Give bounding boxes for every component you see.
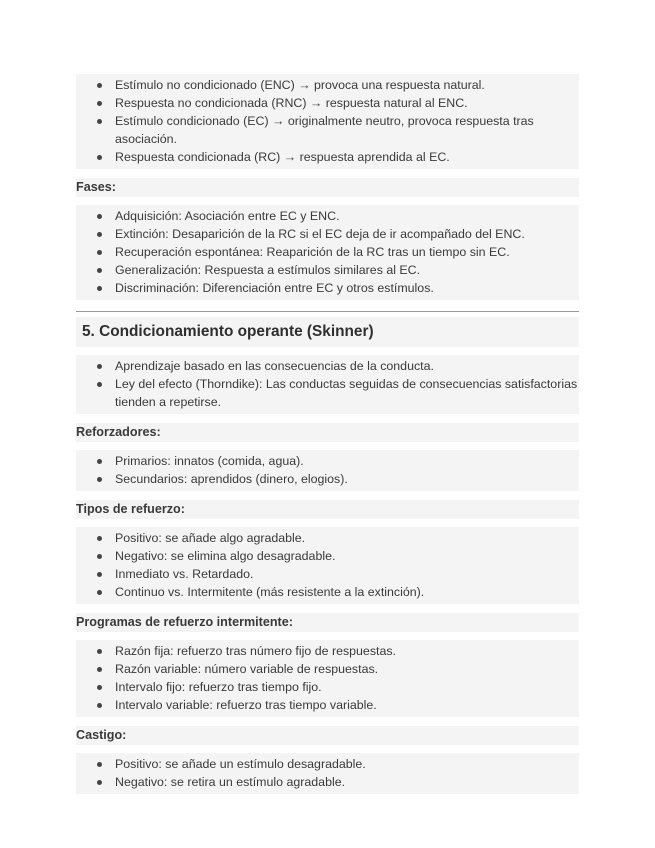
section-5-title: 5. Condicionamiento operante (Skinner) — [76, 317, 579, 347]
castigo-list-block — [76, 753, 579, 794]
reforzadores-heading: Reforzadores: — [76, 423, 579, 442]
castigo-list — [76, 755, 579, 791]
section-5-list-block — [76, 355, 579, 414]
tipos-heading: Tipos de refuerzo: — [76, 500, 579, 519]
list-item: Razón variable: número variable de respuestas. — [76, 660, 579, 678]
list-item: Adquisición: Asociación entre EC y ENC. — [76, 207, 579, 225]
list-item: Primarios: innatos (comida, agua). — [76, 452, 579, 470]
list-item: Positivo: se añade un estímulo desagradable. — [76, 755, 579, 773]
tipos-list — [76, 529, 579, 601]
list-item: Extinción: Desaparición de la RC si el EC deja de ir acompañado del ENC. — [76, 225, 579, 243]
list-item: Intervalo variable: refuerzo tras tiempo variable. — [76, 696, 579, 714]
list-item: Positivo: se añade algo agradable. — [76, 529, 579, 547]
list-item: Respuesta condicionada (RC) → respuesta aprendida al EC. — [76, 148, 579, 166]
programas-list — [76, 642, 579, 714]
list-item: Negativo: se elimina algo desagradable. — [76, 547, 579, 565]
list-item: Negativo: se retira un estímulo agradable. — [76, 773, 579, 791]
list-item: Intervalo fijo: refuerzo tras tiempo fijo. — [76, 678, 579, 696]
fases-list — [76, 207, 579, 297]
castigo-heading: Castigo: — [76, 726, 579, 745]
reforzadores-list-block — [76, 450, 579, 491]
list-item: Ley del efecto (Thorndike): Las conductas seguidas de consecuencias satisfactorias tienden a repetirse. — [76, 375, 579, 411]
tipos-list-block — [76, 527, 579, 604]
stimulus-list-block — [76, 74, 579, 169]
fases-list-block — [76, 205, 579, 300]
list-item: Razón fija: refuerzo tras número fijo de respuestas. — [76, 642, 579, 660]
horizontal-divider — [76, 311, 579, 312]
list-item: Inmediato vs. Retardado. — [76, 565, 579, 583]
list-item: Estímulo no condicionado (ENC) → provoca una respuesta natural. — [76, 76, 579, 94]
stimulus-list — [76, 76, 579, 166]
reforzadores-list — [76, 452, 579, 488]
list-item: Aprendizaje basado en las consecuencias de la conducta. — [76, 357, 579, 375]
list-item: Generalización: Respuesta a estímulos similares al EC. — [76, 261, 579, 279]
document-page — [76, 74, 579, 794]
list-item: Recuperación espontánea: Reaparición de la RC tras un tiempo sin EC. — [76, 243, 579, 261]
fases-heading: Fases: — [76, 178, 579, 197]
programas-list-block — [76, 640, 579, 717]
list-item: Continuo vs. Intermitente (más resistente a la extinción). — [76, 583, 579, 601]
list-item: Discriminación: Diferenciación entre EC y otros estímulos. — [76, 279, 579, 297]
list-item: Respuesta no condicionada (RNC) → respuesta natural al ENC. — [76, 94, 579, 112]
list-item: Secundarios: aprendidos (dinero, elogios). — [76, 470, 579, 488]
list-item: Estímulo condicionado (EC) → originalmente neutro, provoca respuesta tras asociación. — [76, 112, 579, 148]
section-5-list — [76, 357, 579, 411]
programas-heading: Programas de refuerzo intermitente: — [76, 613, 579, 632]
